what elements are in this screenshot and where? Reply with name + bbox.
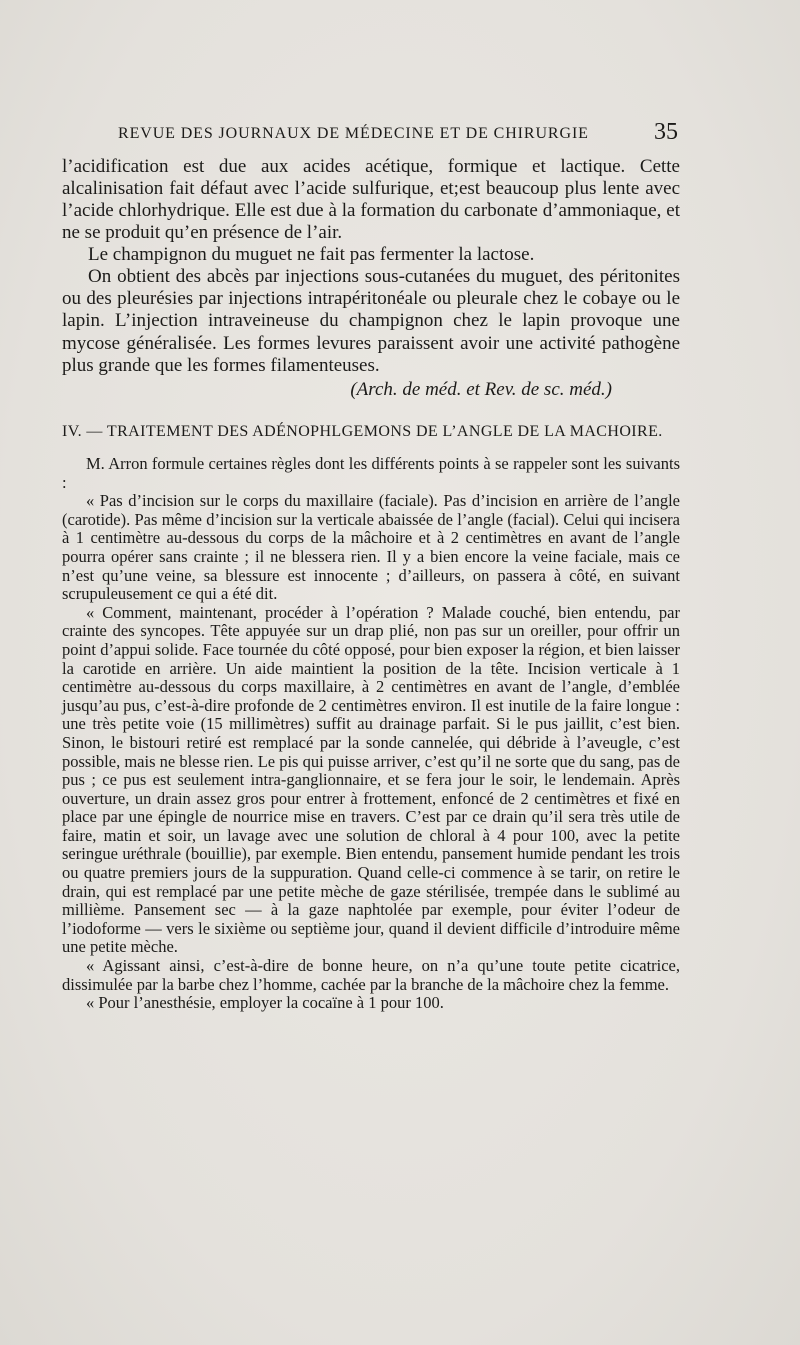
paragraph: On obtient des abcès par injections sous-cutanées du muguet, des péritonites ou des pleurésies par injections intrapéritonéale ou pleurale chez le cobaye ou le lapin. L’injection intraveineuse du champignon chez le lapin provoque une mycose généralisée. Les formes levures paraissent avoir une activité pathogène plus grande que les formes filamenteuses. (62, 266, 680, 376)
section-heading: IV. — TRAITEMENT DES ADÉNOPHLGEMONS DE L’ANGLE DE LA MACHOIRE. (62, 423, 663, 441)
paragraph: « Comment, maintenant, procéder à l’opération ? Malade couché, bien entendu, par crainte des syncopes. Tête appuyée sur un drap plié, non pas sur un oreiller, pour offrir un point d’appui solide. Face tournée du côté opposé, pour bien exposer la région, et bien laisser la carotide en arrière. Un aide maintient la position de la tête. Incision verticale à 1 centimètre au-dessous du corps maxillaire, à 2 centimètres en avant de l’angle, d’emblée jusqu’au pus, c’est-à-dire profonde de 2 centimètres environ. Il est inutile de la faire longue : une très petite voie (15 millimètres) suffit au drainage parfait. Si le pus jaillit, c’est bien. Sinon, le bistouri retiré est remplacé par la sonde cannelée, qui débride à l’aveugle, c’est possible, mais ne blesse rien. Le pis qui puisse arriver, c’est qu’il ne sorte que du sang, pas de pus ; ce pus est seulement intra-ganglionnaire, et se fera jour le soir, le lendemain. Après ouverture, un drain assez gros pour entrer à frottement, enfoncé de 2 centimètres et fixé en place par une épingle de nourrice mise en travers. C’est par ce drain qu’il sera très utile de faire, matin et soir, un lavage avec une solution de chloral à 4 pour 100, avec la petite seringue uréthrale (bouillie), par exemple. Bien entendu, pansement humide pendant les trois ou quatre premiers jours de la suppuration. Quand celle-ci commence à se tarir, on retire le drain, qui est remplacé par une petite mèche de gaze stérilisée, trempée dans le sublimé au millième. Pansement sec — à la gaze naphtolée par exemple, pour éviter l’odeur de l’iodoforme — vers le sixième ou septième jour, quand il devient difficile d’introduire même une petite mèche. (62, 602, 680, 957)
paragraph: « Pas d’incision sur le corps du maxillaire (faciale). Pas d’incision en arrière de l’angle (carotide). Pas même d’incision sur la verticale abaissée de l’angle (facial). Celui qui incisera à 1 centimètre au-dessous du corps de la mâchoire et à 2 centimètres en avant de l’angle pourra opérer sans crainte ; il ne blessera rien. Il y a bien encore la veine faciale, mais ce n’est qu’une veine, sa blessure est innocente ; d’ailleurs, on passera à côté, en suivant scrupuleusement ce qui a été dit. (62, 491, 680, 604)
paragraph: « Pour l’anesthésie, employer la cocaïne à 1 pour 100. (86, 993, 444, 1013)
paragraph: « Agissant ainsi, c’est-à-dire de bonne heure, on n’a qu’une toute petite cicatrice, dissimulée par la barbe chez l’homme, cachée par la branche de la mâchoire chez la femme. (62, 956, 680, 994)
paragraph: M. Arron formule certaines règles dont les différents points à se rappeler sont les suivants : (62, 454, 680, 492)
citation: (Arch. de méd. et Rev. de sc. méd.) (350, 379, 612, 401)
page-header (118, 119, 678, 151)
body-text (62, 156, 680, 1013)
page-number: 35 (654, 119, 678, 145)
paragraph: Le champignon du muguet ne fait pas fermenter la lactose. (88, 244, 535, 265)
paragraph: l’acidification est due aux acides acétique, formique et lactique. Cette alcalinisation fait défaut avec l’acide sulfurique, et;est beaucoup plus lente avec l’acide chlorhydrique. Elle est due à la formation du carbonate d’ammoniaque, et ne se produit qu’en présence de l’air. (62, 156, 680, 243)
running-head: REVUE DES JOURNAUX DE MÉDECINE ET DE CHIRURGIE (118, 125, 589, 142)
